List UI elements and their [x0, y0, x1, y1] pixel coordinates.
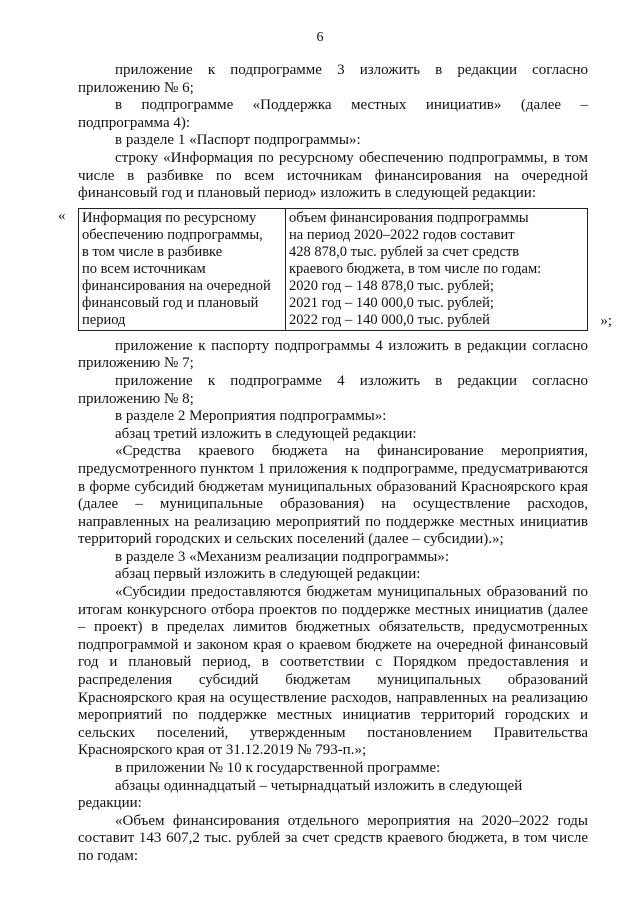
paragraph: в приложении № 10 к государственной программе:	[115, 760, 441, 776]
paragraph: «Субсидии предоставляются бюджетам муниципальных образований по итогам конкурсного отбора проектов по поддержке местных инициатив (далее – проект) в пределах лимитов бюджетных обязательств, предусмотренных подпрограммой и законом края о краевом бюджете на очередной финансовый год и плановый период, в соответствии с Порядком предоставления и распределения субсидий бюджетам муниципальных образований Красноярского края на осуществление расходов, направленных на реализацию мероприятий по поддержке местных инициатив территорий городских и сельских поселений, утвержденным постановлением Правительства Красноярского края от 31.12.2019 № 793-п.»;	[78, 584, 588, 759]
paragraph: в подпрограмме «Поддержка местных инициатив» (далее – подпрограмма 4):	[78, 97, 588, 131]
table-cell-line: 2021 год – 140 000,0 тыс. рублей;	[289, 294, 494, 311]
table-cell-line: период	[82, 311, 126, 328]
table-cell-line: 2020 год – 148 878,0 тыс. рублей;	[289, 277, 494, 294]
paragraphs-after-table	[78, 338, 588, 866]
table-cell-line: 2022 год – 140 000,0 тыс. рублей	[289, 311, 490, 328]
paragraph: «Объем финансирования отдельного мероприятия на 2020–2022 годы составит 143 607,2 тыс. рублей за счет средств краевого бюджета, в том числе по годам:	[78, 812, 588, 864]
table-cell-line: финансовый год и плановый	[82, 294, 259, 311]
paragraphs-before-table	[78, 62, 588, 203]
paragraph: «Средства краевого бюджета на финансирование мероприятия, предусмотренного пунктом 1 приложения к подпрограмме, предусматриваются в форме субсидий бюджетам муниципальных образований Красноярского края (далее – муниципальные образования) на осуществление расходов, направленных на реализацию мероприятий по поддержке местных инициатив территорий городских и сельских поселений (далее – субсидии).»;	[78, 443, 588, 548]
paragraph: приложение к подпрограмме 3 изложить в редакции согласно приложению № 6;	[78, 62, 588, 96]
paragraph: приложение к подпрограмме 4 изложить в редакции согласно приложению № 8;	[78, 372, 588, 407]
paragraph: в разделе 3 «Механизм реализации подпрограммы»:	[115, 548, 449, 565]
table-cell-line: на период 2020–2022 годов составит	[289, 226, 515, 243]
table-cell-line: 428 878,0 тыс. рублей за счет средств	[289, 243, 520, 260]
paragraph: приложение к паспорту подпрограммы 4 изложить в редакции согласно приложению № 7;	[78, 337, 588, 372]
table-cell-line: финансирования на очередной	[82, 277, 271, 294]
passport-label-cell	[79, 208, 286, 330]
paragraph: абзацы одиннадцатый – четырнадцатый изложить в следующей редакции:	[78, 777, 523, 812]
paragraph: строку «Информация по ресурсному обеспечению подпрограммы, в том числе в разбивке по всем источникам финансирования на очередной финансовый год и плановый период» изложить в следующей редакции:	[78, 149, 588, 202]
paragraph: абзац третий изложить в следующей редакции:	[115, 425, 417, 442]
close-quote: »;	[600, 313, 612, 330]
table-cell-line: по всем источникам	[82, 260, 206, 277]
table-cell-line: Информация по ресурсному	[82, 209, 257, 226]
paragraph: в разделе 2 Мероприятия подпрограммы»:	[115, 408, 387, 425]
table-cell-line: обеспечению подпрограммы,	[82, 226, 263, 243]
page-number: 6	[316, 30, 324, 45]
table-row	[79, 208, 588, 330]
passport-table	[78, 208, 588, 331]
passport-table-block	[58, 207, 612, 331]
table-cell-line: объем финансирования подпрограммы	[289, 209, 529, 226]
paragraph: абзац первый изложить в следующей редакции:	[115, 566, 421, 583]
passport-value-cell	[286, 208, 588, 330]
open-quote: «	[58, 207, 66, 224]
table-cell-line: краевого бюджета, в том числе по годам:	[289, 260, 542, 277]
document-body	[58, 62, 612, 866]
paragraph: в разделе 1 «Паспорт подпрограммы»:	[115, 132, 361, 149]
table-cell-line: в том числе в разбивке	[82, 243, 223, 260]
